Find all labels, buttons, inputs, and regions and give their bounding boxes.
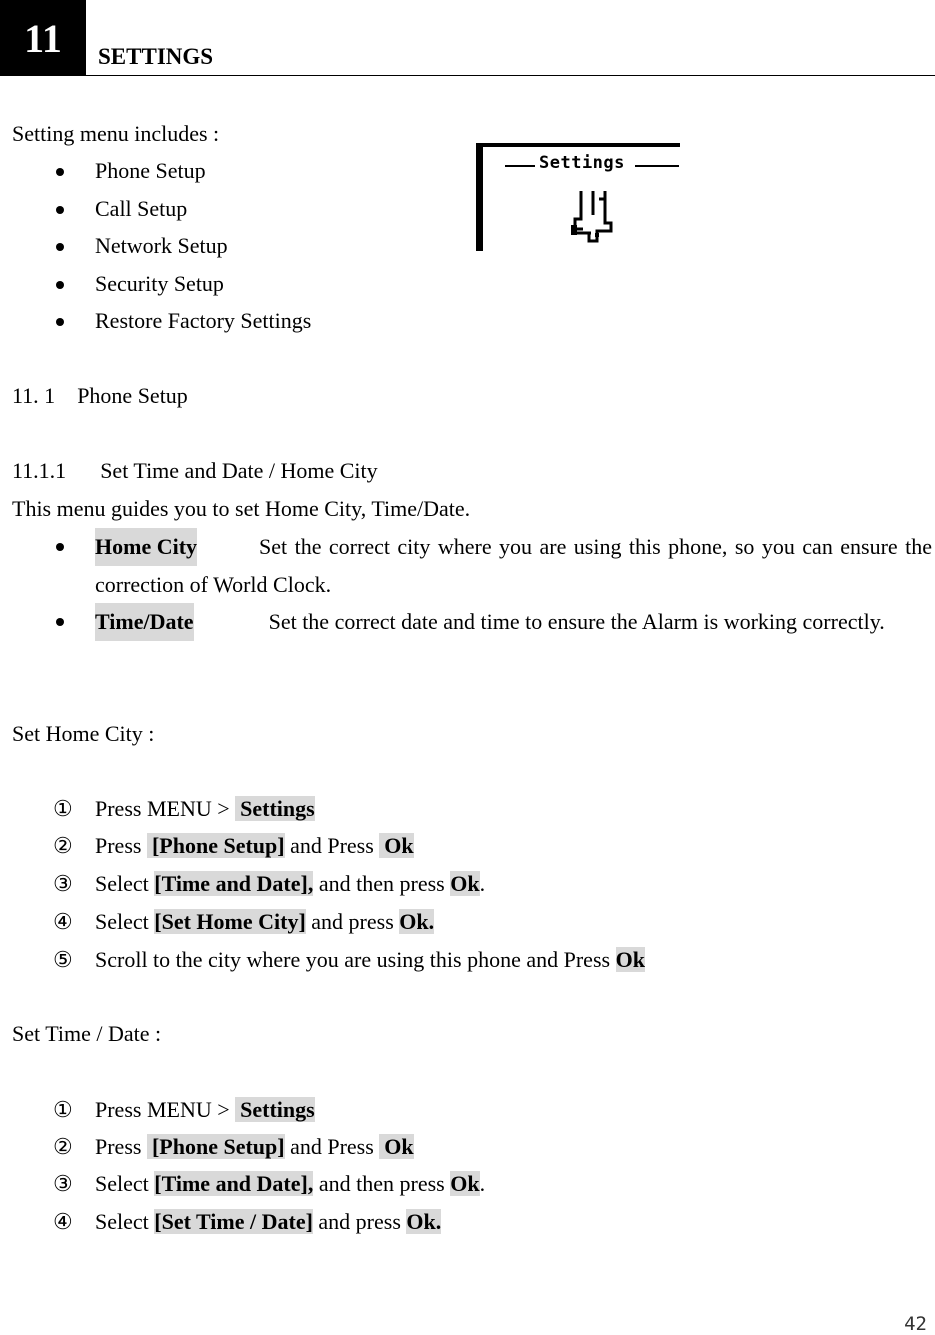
- step-item: [95, 871, 485, 897]
- section-number: 11. 1: [12, 383, 56, 408]
- step-number: ②: [53, 1134, 73, 1159]
- definition-text: Set the correct city where you are using this phone, so you can ensure the correction of World Clock.: [95, 534, 932, 597]
- step-emphasis: Ok.: [406, 1209, 442, 1234]
- step-emphasis: [Set Home City]: [154, 909, 306, 934]
- bullet-icon: [56, 618, 64, 626]
- bullet-icon: [56, 318, 64, 326]
- chapter-number-box: [0, 0, 86, 76]
- chapter-title: SETTINGS: [98, 44, 214, 69]
- chapter-number: 11: [24, 15, 62, 61]
- bullet-icon: [56, 243, 64, 251]
- step-number: ④: [53, 1209, 73, 1234]
- wrench-icon: [571, 189, 621, 245]
- step-number: ⑤: [53, 947, 73, 972]
- subsection-heading: [12, 458, 378, 484]
- step-emphasis: Ok: [379, 1134, 413, 1159]
- definition-term: Home City: [95, 528, 197, 566]
- step-text: and press: [305, 909, 400, 934]
- step-emphasis: [Phone Setup]: [147, 1134, 285, 1159]
- step-text: Select: [95, 909, 155, 934]
- step-text: Press: [95, 833, 147, 858]
- step-text: and Press: [284, 833, 380, 858]
- step-text: and then press: [313, 1171, 451, 1196]
- screen-title-rule: [635, 165, 679, 167]
- phone-screen-image: [476, 143, 680, 251]
- step-emphasis: [Time and Date],: [154, 871, 314, 896]
- definition-home-city: [95, 528, 932, 603]
- definition-time-date: [95, 603, 932, 641]
- step-emphasis: Settings: [235, 796, 315, 821]
- step-text: Press MENU >: [95, 1097, 236, 1122]
- step-text: Scroll to the city where you are using this phone and Press: [95, 947, 616, 972]
- menu-item: Security Setup: [95, 271, 224, 296]
- step-emphasis: Ok: [615, 947, 645, 972]
- step-item: [95, 947, 645, 973]
- step-emphasis: Ok: [450, 1171, 480, 1196]
- section-heading: [12, 383, 188, 409]
- step-number: ①: [53, 1097, 73, 1122]
- step-item: [95, 909, 434, 935]
- section-title: Phone Setup: [77, 383, 188, 408]
- screen-title: Settings: [539, 153, 625, 173]
- step-item: [95, 1134, 414, 1160]
- step-emphasis: Ok: [379, 833, 413, 858]
- definition-term: Time/Date: [95, 603, 194, 641]
- step-text: Press MENU >: [95, 796, 236, 821]
- menu-item: Network Setup: [95, 233, 228, 258]
- step-text: .: [479, 1171, 486, 1196]
- intro-text: Setting menu includes :: [12, 121, 220, 146]
- step-item: [95, 1171, 485, 1197]
- subsection-title: Set Time and Date / Home City: [100, 458, 378, 483]
- bullet-icon: [56, 168, 64, 176]
- subsection-number: 11.1.1: [12, 458, 67, 483]
- menu-item: Restore Factory Settings: [95, 308, 312, 333]
- step-text: Select: [95, 1171, 155, 1196]
- step-text: Select: [95, 871, 155, 896]
- step-text: Press: [95, 1134, 147, 1159]
- step-item: [95, 833, 414, 859]
- step-number: ③: [53, 1171, 73, 1196]
- page-number: 42: [904, 1313, 927, 1335]
- step-number: ①: [53, 796, 73, 821]
- step-emphasis: Settings: [235, 1097, 315, 1122]
- home-city-heading: Set Home City :: [12, 721, 155, 746]
- step-text: .: [479, 871, 486, 896]
- step-text: and then press: [313, 871, 451, 896]
- step-number: ③: [53, 871, 73, 896]
- chapter-rule: [86, 75, 935, 76]
- screen-title-rule: [505, 165, 535, 167]
- step-text: and Press: [284, 1134, 380, 1159]
- step-item: [95, 796, 315, 822]
- step-item: [95, 1209, 441, 1235]
- step-number: ②: [53, 833, 73, 858]
- definition-text: Set the correct date and time to ensure the Alarm is working correctly.: [268, 609, 885, 634]
- time-date-heading: Set Time / Date :: [12, 1021, 162, 1046]
- step-emphasis: Ok: [450, 871, 480, 896]
- step-text: and press: [312, 1209, 407, 1234]
- menu-item: Call Setup: [95, 196, 188, 221]
- bullet-icon: [56, 206, 64, 214]
- step-number: ④: [53, 909, 73, 934]
- menu-item: Phone Setup: [95, 158, 206, 183]
- bullet-icon: [56, 543, 64, 551]
- step-item: [95, 1097, 315, 1123]
- step-emphasis: [Time and Date],: [154, 1171, 314, 1196]
- subsection-intro: This menu guides you to set Home City, Time/Date.: [12, 496, 471, 521]
- step-emphasis: Ok.: [399, 909, 435, 934]
- step-emphasis: [Phone Setup]: [147, 833, 285, 858]
- step-text: Select: [95, 1209, 155, 1234]
- bullet-icon: [56, 281, 64, 289]
- step-emphasis: [Set Time / Date]: [154, 1209, 313, 1234]
